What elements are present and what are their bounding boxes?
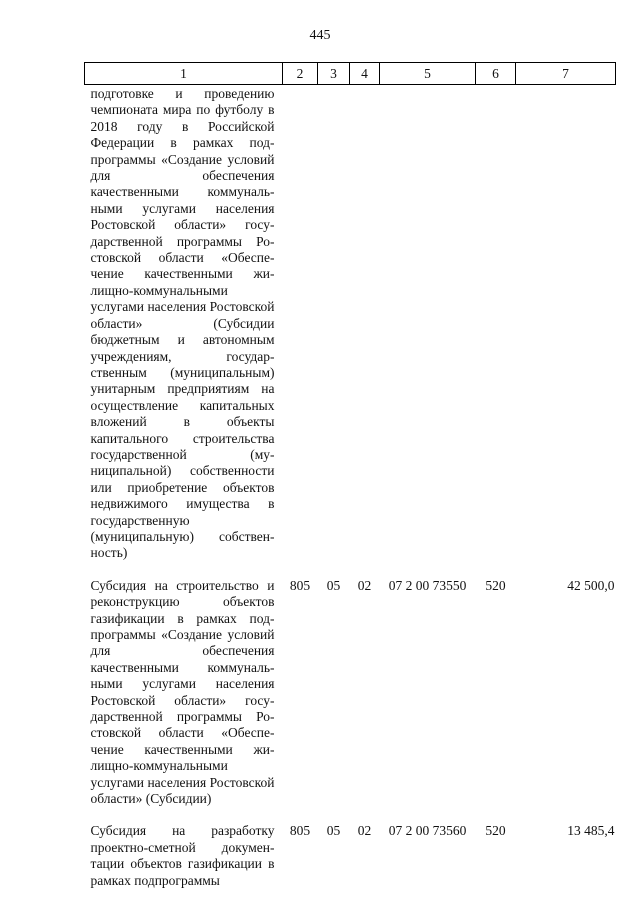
table-row [85, 568, 616, 814]
row-description: Субсидия на строительство и реконструкцию объектов газификации в рамках подпрограммы «Создание условий для обеспечения качественными коммунальными услугами населения Ростовской области» государственной программы Ростовской области «Обеспечение качественными жилищно-коммунальными услугами населения Ростовской области» (Субсидии) [90, 577, 275, 807]
amount [516, 85, 616, 568]
subsection-code: 02 [357, 577, 372, 593]
column-header: 2 [283, 63, 318, 85]
target-article-code [380, 85, 476, 568]
ministry-code [283, 85, 318, 568]
expense-type-code: 520 [485, 823, 506, 839]
row-description: Субсидия на разработку проектно-сметной документации объектов газификации в рамках подпрограммы [90, 823, 275, 888]
amount: 13 485,4 [567, 823, 615, 839]
target-article-code: 07 2 00 73560 [388, 823, 467, 839]
page-number: 445 [309, 28, 331, 43]
ministry-code: 805 [289, 577, 311, 593]
column-header: 6 [476, 63, 516, 85]
expense-type-code [476, 85, 516, 568]
target-article-code: 07 2 00 73550 [388, 577, 467, 593]
section-code: 05 [326, 823, 341, 839]
section-code [318, 85, 350, 568]
table-row [85, 813, 616, 895]
ministry-code: 805 [289, 823, 311, 839]
row-description: подготовке и проведению чемпионата мира по футболу в 2018 году в Российской Федерации в рамках подпрограммы «Создание условий для обеспечения качественными коммунальными услугами населения Ростовской области» государственной программы Ростовской области «Обеспечение качественными жилищно-коммунальными услугами населения Ростовской области» (Субсидии бюджетным и автономным учреждениям, государственным (муниципальным) унитарным предприятиям на осуществление капитальных вложений в объекты капитального строительства государственной (муниципальной) собственности или приобретение объектов недвижимого имущества в государственную (муниципальную) собственность) [90, 86, 275, 561]
table-header-row [85, 63, 616, 85]
subsection-code: 02 [357, 823, 372, 839]
column-header: 4 [350, 63, 380, 85]
column-header: 5 [380, 63, 476, 85]
amount: 42 500,0 [567, 577, 615, 593]
expense-type-code: 520 [485, 577, 506, 593]
column-header: 1 [85, 63, 283, 85]
column-header: 7 [516, 63, 616, 85]
section-code: 05 [326, 577, 341, 593]
column-header: 3 [318, 63, 350, 85]
budget-table [84, 62, 616, 895]
table-row [85, 85, 616, 568]
subsection-code [350, 85, 380, 568]
